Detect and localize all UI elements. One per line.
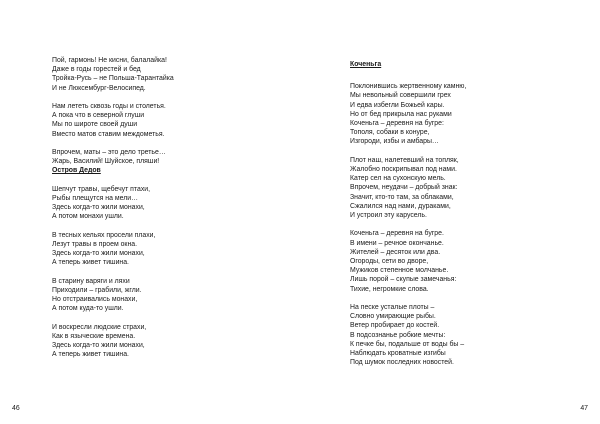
poem-line: Даже в годы горестей и бед (52, 66, 141, 74)
poem-line: Вместо матов ставим междометья. (52, 130, 165, 138)
poem-line: И едва избегли Божьей кары. (350, 101, 445, 109)
poem-line: Впрочем, неудачи – добрый знак: (350, 184, 458, 192)
poem-line: Под шумок последних новостей. (350, 359, 454, 367)
poem-line: Значит, кто-то там, за облаками, (350, 193, 454, 201)
stanza (350, 303, 580, 367)
poem-line: Пой, гармонь! Не кисни, балалайка! (52, 57, 167, 64)
poem-line: Лишь порой – скупые замечанья: (350, 276, 457, 284)
poem-line: А потом куда-то ушли. (52, 305, 124, 313)
poem-line: Огороды, сети во дворе, (350, 258, 429, 266)
poem-line: Лезут травы в проем окна. (52, 241, 138, 248)
poem-line: Поклонившись жертвенному камню, (350, 83, 467, 91)
poem-line: Жалобно поскрипывал под нами. (350, 166, 457, 174)
poem-line: А пока что в северной глуши (52, 112, 145, 120)
poem-line: Катер сел на сухонскую мель. (350, 175, 446, 183)
stanza (52, 231, 282, 268)
poem-line: Коченьга – деревня на бугре. (350, 230, 444, 238)
poem-line: И воскресли людские страхи, (52, 323, 147, 331)
poem-line: Рыбы плещутся на мели… (52, 195, 138, 202)
poem-line: Впрочем, маты – это дело третье… (52, 149, 166, 156)
stanza (350, 156, 580, 220)
poem-line: В имени – речное окончанье. (350, 239, 444, 247)
right-stanzas (350, 82, 580, 367)
left-bottom-stanzas (52, 185, 282, 360)
poem-line: Тополя, собаки в конуре, (350, 129, 430, 137)
poem-line: Мы по широте своей души (52, 121, 138, 129)
poem-line: В подсознанье робкие мечты: (350, 331, 446, 339)
poem-line: Здесь когда-то жили монахи, (52, 204, 145, 212)
poem-line: В старину варяги и ляхи (52, 277, 130, 285)
poem-line: Приходили – грабили, жгли. (52, 287, 142, 294)
stanza (52, 148, 282, 166)
left-top-stanzas (52, 56, 282, 166)
section-title-kochenga: Коченьга (350, 61, 382, 68)
poem-line: Нам лететь сквозь годы и столетья. (52, 103, 166, 110)
poem-line: И устроил эту карусель. (350, 212, 427, 220)
poem-line: Здесь когда-то жили монахи, (52, 342, 145, 350)
left-poem-column (52, 56, 282, 360)
poem-line: Но от бед прикрыла нас руками (350, 110, 452, 118)
right-poem-column (350, 56, 580, 367)
poem-line: А теперь живет тишина. (52, 351, 129, 359)
poem-line: Мы невольный совершили грех (350, 92, 451, 100)
poem-line: Ветер пробирает до костей. (350, 322, 440, 330)
poem-line: К печке бы, подальше от воды бы – (350, 340, 465, 348)
poem-line: И не Люксембург-Велосипед. (52, 84, 146, 92)
page-number-left: 46 (12, 405, 20, 412)
poem-line: Жителей – десяток или два. (350, 248, 441, 256)
poem-line: Тихие, негромкие слова. (350, 285, 429, 293)
poem-line: А потом монахи ушли. (52, 213, 124, 221)
poem-line: Но отстраивались монахи, (52, 296, 138, 304)
poem-line: Тройка-Русь – не Польша-Тарантайка (52, 75, 174, 83)
poem-line: Шепчут травы, щебечут птахи, (52, 185, 151, 193)
poem-line: А теперь живет тишина. (52, 259, 129, 267)
poem-line: Мужиков степенное молчанье. (350, 267, 449, 275)
poem-line: Здесь когда-то жили монахи, (52, 250, 145, 258)
poem-line: Наблюдать кроватные изгибы (350, 350, 446, 358)
page-number-right: 47 (580, 405, 588, 412)
stanza (350, 229, 580, 293)
stanza (350, 82, 580, 146)
poem-line: Изгороди, избы и амбары… (350, 138, 439, 146)
poem-line: В тесных кельях просели плахи, (52, 231, 156, 239)
section-title-ostrov-dedov: Остров Дедов (52, 167, 101, 175)
poem-line: Сжалился над нами, дураками, (350, 202, 451, 210)
poem-line: Коченьга – деревня на бугре: (350, 120, 444, 128)
stanza (52, 102, 282, 139)
stanza (52, 185, 282, 222)
poem-line: Словно умирающие рыбы. (350, 313, 436, 321)
poem-line: Плот наш, налетевший на топляк, (350, 156, 459, 164)
stanza (52, 323, 282, 360)
poem-line: Жарь, Василий! Шуйское, пляши! (52, 158, 160, 166)
right-page (300, 0, 600, 424)
stanza (52, 56, 282, 93)
stanza (52, 277, 282, 314)
poem-line: На песке усталые плоты – (350, 304, 435, 312)
poem-line: Как в языческие времена. (52, 333, 136, 340)
